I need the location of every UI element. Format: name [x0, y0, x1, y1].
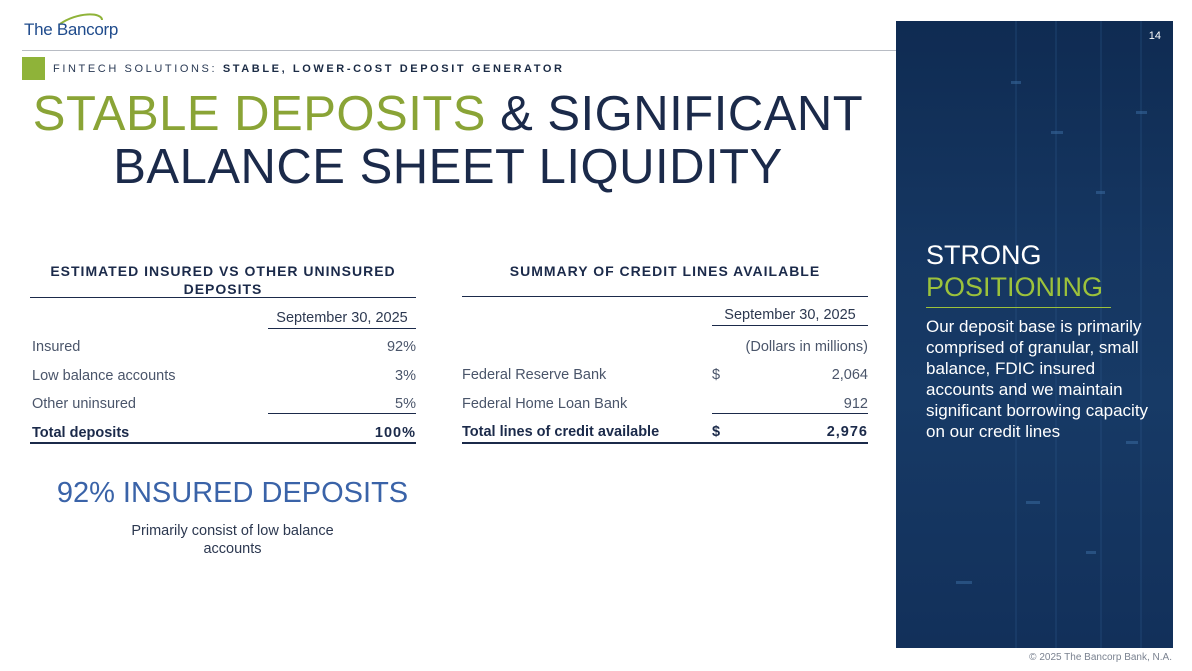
table-row-currency: $	[712, 367, 721, 383]
section-marker	[22, 57, 45, 80]
insured-table-date: September 30, 2025	[276, 310, 408, 326]
total-credit-currency: $	[712, 424, 721, 440]
total-deposits-label: Total deposits	[32, 425, 130, 441]
logo-text: The Bancorp	[24, 20, 119, 39]
insured-subtotal-rule	[268, 413, 416, 414]
credit-table-rule	[462, 296, 868, 297]
table-row-label: Federal Reserve Bank	[462, 367, 607, 383]
total-deposits-value: 100%	[374, 425, 416, 441]
credit-units: (Dollars in millions)	[745, 339, 868, 355]
positioning-panel	[896, 21, 1173, 648]
table-row-value: 3%	[395, 368, 416, 384]
page-number: 14	[1148, 30, 1161, 42]
table-row-value: 92%	[386, 339, 416, 355]
insured-date-underline	[268, 328, 416, 329]
insured-table-heading: ESTIMATED INSURED VS OTHER UNINSURED DEPOSITS	[50, 263, 396, 297]
credit-table-date: September 30, 2025	[724, 307, 856, 323]
insured-table-rule	[30, 297, 416, 298]
credit-table-heading: SUMMARY OF CREDIT LINES AVAILABLE	[509, 263, 821, 279]
table-row-label: Other uninsured	[32, 396, 136, 412]
table-row-label: Insured	[32, 339, 81, 355]
section-label-category: FINTECH SOLUTIONS:	[53, 63, 223, 75]
table-row-value: 912	[843, 396, 868, 412]
table-row-label: Low balance accounts	[32, 368, 176, 384]
insured-callout: 92% INSURED DEPOSITS	[56, 477, 409, 509]
credit-date-underline	[712, 325, 868, 326]
title-line2: BALANCE SHEET LIQUIDITY	[113, 140, 783, 194]
total-credit-label: Total lines of credit available	[462, 424, 660, 440]
bancorp-logo	[22, 12, 132, 48]
copyright-footer: © 2025 The Bancorp Bank, N.A.	[1029, 652, 1172, 663]
panel-divider	[926, 307, 1111, 308]
table-row-value: 5%	[395, 396, 416, 412]
title-rest: & SIGNIFICANT	[485, 87, 864, 141]
section-label	[53, 63, 565, 75]
panel-heading-line1: STRONG	[926, 240, 1042, 270]
panel-body-text: Our deposit base is primarily comprised of granular, small balance, FDIC insured accounts and we maintain significant borrowing capacity on our credit lines	[926, 317, 1149, 441]
title-green: STABLE DEPOSITS	[32, 87, 486, 141]
total-credit-value: 2,976	[826, 424, 868, 440]
panel-heading-line2: POSITIONING	[926, 272, 1104, 302]
table-row-label: Federal Home Loan Bank	[462, 396, 628, 412]
section-label-topic: STABLE, LOWER-COST DEPOSIT GENERATOR	[222, 63, 565, 75]
top-divider	[22, 50, 896, 51]
insured-callout-subtext: Primarily consist of low balance accounts	[131, 523, 334, 557]
credit-subtotal-rule	[712, 413, 868, 414]
page-title	[22, 88, 874, 194]
credit-total-rule	[462, 442, 868, 444]
table-row-value: 2,064	[831, 367, 868, 383]
insured-total-rule	[30, 442, 416, 444]
